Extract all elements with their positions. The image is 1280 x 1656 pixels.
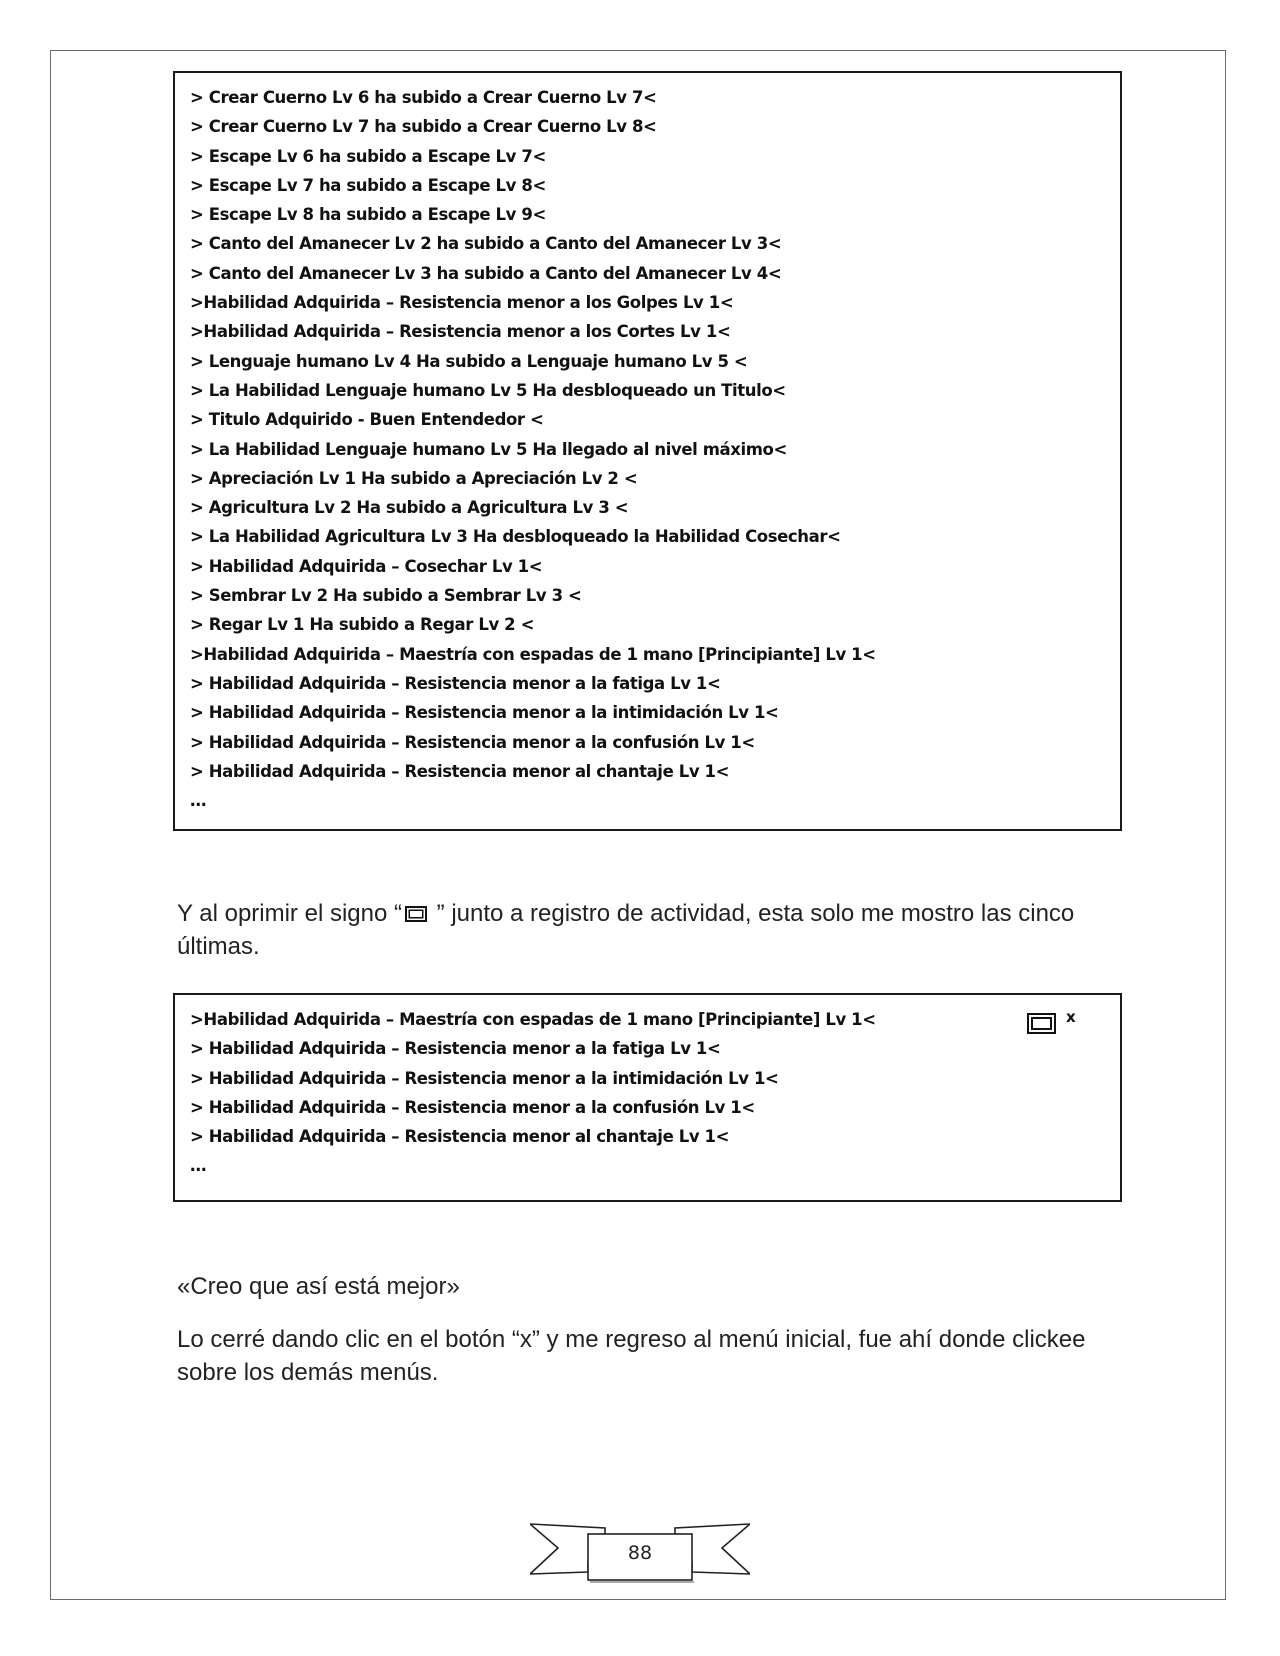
log-line: >Habilidad Adquirida – Maestría con espadas de 1 mano [Principiante] Lv 1< (190, 1010, 876, 1029)
log-line: > Habilidad Adquirida – Resistencia menor a la fatiga Lv 1< (190, 673, 721, 693)
paragraph-text-start: Y al oprimir el signo “ (177, 900, 402, 927)
log-line: > Habilidad Adquirida – Resistencia menor al chantaje Lv 1< (190, 1127, 730, 1147)
log-line: > Agricultura Lv 2 Ha subido a Agricultura Lv 3 < (190, 498, 629, 518)
page-number: 88 (627, 1542, 653, 1564)
log-line: > La Habilidad Lenguaje humano Lv 5 Ha desbloqueado un Titulo< (190, 380, 786, 400)
log-line: >Habilidad Adquirida – Maestría con espadas de 1 mano [Principiante] Lv 1< (190, 644, 876, 664)
activity-log-full (173, 71, 1122, 831)
log-line: … (190, 1156, 207, 1176)
log-line: > Habilidad Adquirida – Resistencia menor a la fatiga Lv 1< (190, 1039, 721, 1059)
log-line: > Escape Lv 6 ha subido a Escape Lv 7< (190, 146, 546, 166)
log-line: > Apreciación Lv 1 Ha subido a Apreciación Lv 2 < (190, 468, 638, 488)
paragraph-closing: Lo cerré dando clic en el botón “x” y me regreso al menú inicial, fue ahí donde clickee sobre los demás menús. (177, 1326, 1086, 1386)
paragraph-sign-press (177, 897, 1097, 963)
log-line: … (190, 791, 207, 811)
log-line: > La Habilidad Lenguaje humano Lv 5 Ha llegado al nivel máximo< (190, 439, 787, 459)
log-line: > Habilidad Adquirida – Resistencia menor a la confusión Lv 1< (190, 732, 755, 752)
log-line: > Titulo Adquirido - Buen Entendedor < (190, 410, 544, 430)
log-line: > La Habilidad Agricultura Lv 3 Ha desbloqueado la Habilidad Cosechar< (190, 527, 841, 547)
maximize-square-icon[interactable] (1027, 1013, 1056, 1034)
log-line: > Crear Cuerno Lv 7 ha subido a Crear Cuerno Lv 8< (190, 117, 657, 137)
log-line: > Crear Cuerno Lv 6 ha subido a Crear Cuerno Lv 7< (190, 88, 657, 107)
log-line: > Canto del Amanecer Lv 2 ha subido a Canto del Amanecer Lv 3< (190, 234, 782, 254)
log-line: > Sembrar Lv 2 Ha subido a Sembrar Lv 3 < (190, 586, 582, 606)
close-button[interactable]: x (1066, 1008, 1076, 1026)
log-line: > Habilidad Adquirida – Resistencia menor a la confusión Lv 1< (190, 1097, 755, 1117)
paragraph-thought: «Creo que así está mejor» (177, 1273, 460, 1300)
log-line: > Escape Lv 8 ha subido a Escape Lv 9< (190, 205, 546, 225)
log-line: > Habilidad Adquirida – Resistencia menor al chantaje Lv 1< (190, 761, 730, 781)
activity-log-short (173, 993, 1122, 1202)
log-line: > Habilidad Adquirida – Resistencia menor a la intimidación Lv 1< (190, 703, 779, 723)
paragraph-text-end: ” junto a registro de actividad, esta solo me mostro las cinco últimas. (177, 900, 1075, 960)
maximize-square-icon (405, 906, 427, 922)
log-line: > Canto del Amanecer Lv 3 ha subido a Canto del Amanecer Lv 4< (190, 263, 782, 283)
log-line: > Lenguaje humano Lv 4 Ha subido a Lenguaje humano Lv 5 < (190, 351, 748, 371)
log-line: >Habilidad Adquirida – Resistencia menor a los Golpes Lv 1< (190, 293, 734, 313)
log-line: >Habilidad Adquirida – Resistencia menor a los Cortes Lv 1< (190, 322, 731, 342)
log-line: > Regar Lv 1 Ha subido a Regar Lv 2 < (190, 615, 535, 635)
log-line: > Escape Lv 7 ha subido a Escape Lv 8< (190, 175, 546, 195)
log-line: > Habilidad Adquirida – Cosechar Lv 1< (190, 556, 543, 576)
log-line: > Habilidad Adquirida – Resistencia menor a la intimidación Lv 1< (190, 1068, 779, 1088)
